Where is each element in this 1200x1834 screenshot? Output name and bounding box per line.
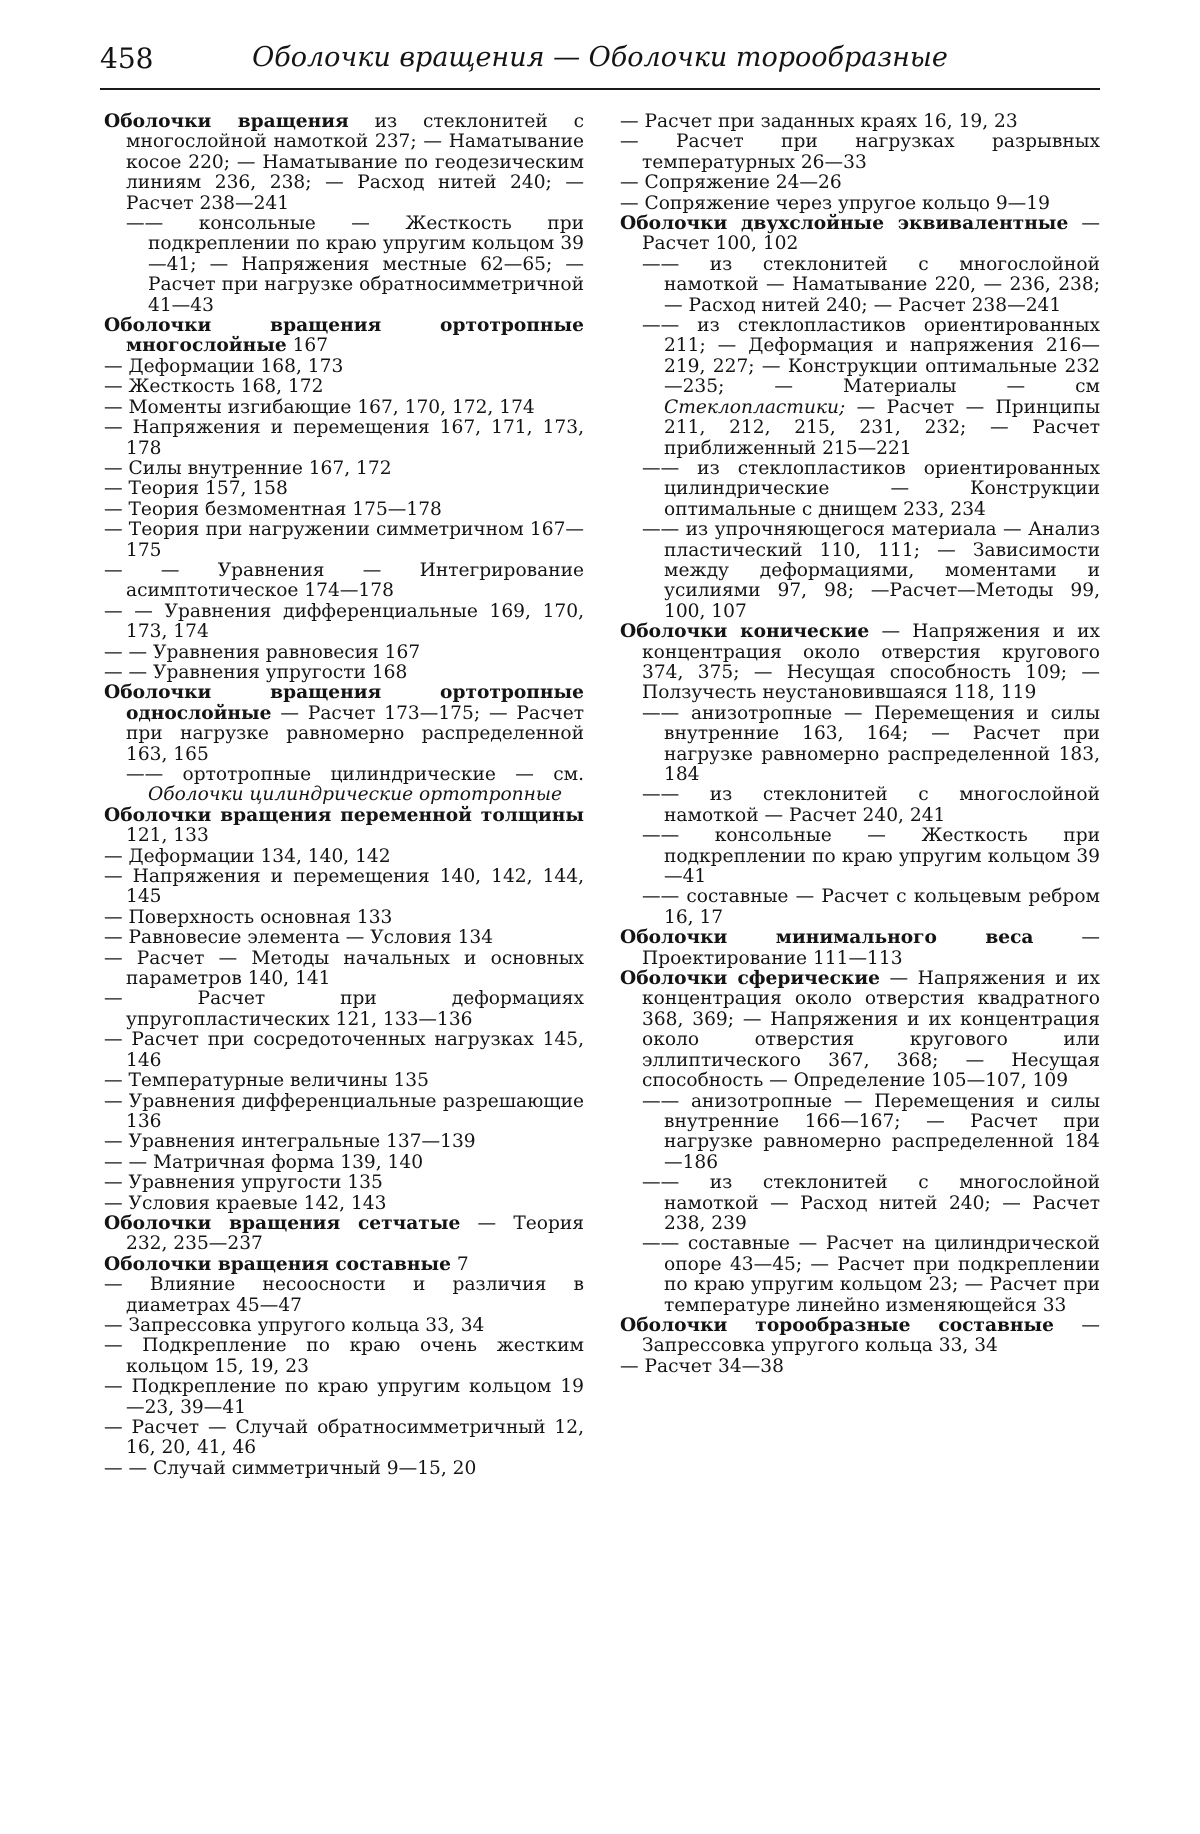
index-entry-heading: Оболочки вращения переменной толщины xyxy=(104,804,584,826)
index-entry-text: — Расчет при сосредоточенных нагрузках 145, 146 xyxy=(104,1029,584,1071)
index-entry-text: — Влияние несоосности и различия в диаметрах 45—47 xyxy=(104,1274,584,1316)
index-entry-text: — Напряжения и перемещения 167, 171, 173, 178 xyxy=(104,417,584,459)
index-entry-text: — Уравнения дифференциальные разрешающие 136 xyxy=(104,1090,584,1132)
index-entry-text: — Деформации 168, 173 xyxy=(104,355,344,377)
index-entry xyxy=(620,928,1100,969)
index-entry-crossref: Оболочки цилиндрические ортотропные xyxy=(148,784,563,806)
index-entry-text: — Расчет 100, 102 xyxy=(642,213,1100,255)
index-entry-text: —— из упрочняющегося материала — Анализ пластический 110, 111; — Зависимости между деформациями, моментами и усилиями 97, 98; —Расчет—Методы 99, 100, 107 xyxy=(642,519,1100,622)
index-entry xyxy=(104,683,584,765)
index-entry-heading: Оболочки вращения составные xyxy=(104,1253,451,1275)
index-entry xyxy=(620,173,1100,193)
index-entry xyxy=(104,1153,584,1173)
index-entry-text: —— составные — Расчет на цилиндрической опоре 43—45; — Расчет при подкреплении по краю упругим кольцом 23; — Расчет при температуре линейно изменяющейся 33 xyxy=(642,1233,1100,1316)
index-entry xyxy=(104,561,584,602)
index-entry xyxy=(620,1316,1100,1357)
index-entry-text: — Проектирование 111—113 xyxy=(642,927,1100,969)
index-entry xyxy=(104,1132,584,1152)
index-entry-text: — Силы внутренние 167, 172 xyxy=(104,457,392,479)
index-entry-text: — Уравнения упругости 135 xyxy=(104,1172,383,1194)
index-entry xyxy=(620,826,1100,887)
index-entry-text: — Подкрепление по краю упругим кольцом 19—23, 39—41 xyxy=(104,1376,584,1418)
index-entry-text: — Уравнения интегральные 137—139 xyxy=(104,1131,476,1153)
index-entry xyxy=(104,377,584,397)
index-entry-text: — Условия краевые 142, 143 xyxy=(104,1192,387,1214)
index-entry-text: — Теория 232, 235—237 xyxy=(126,1212,584,1255)
index-entry-text: — Деформации 134, 140, 142 xyxy=(104,845,391,867)
index-entry xyxy=(104,1214,584,1255)
index-entry xyxy=(104,1418,584,1459)
index-entry xyxy=(104,500,584,520)
index-entry xyxy=(104,806,584,847)
index-entry-text-tail: — Расчет — Принципы 211, 212, 215, 231, 232; — Расчет приближенный 215—221 xyxy=(664,396,1100,459)
index-entry xyxy=(620,316,1100,459)
index-entry xyxy=(104,1316,584,1336)
index-entry-heading: Оболочки конические xyxy=(620,621,870,643)
running-head: Оболочки вращения — Оболочки торообразные xyxy=(252,42,948,73)
index-entry-text: —— из стеклонитей с многослойной намоткой — Расчет 240, 241 xyxy=(642,784,1100,826)
index-entry xyxy=(620,112,1100,132)
index-entry-text: —— составные — Расчет с кольцевым ребром 16, 17 xyxy=(642,886,1100,928)
index-entry-text: —— анизотропные — Перемещения и силы внутренние 166—167; — Расчет при нагрузке равномерно распределенной 184—186 xyxy=(642,1090,1100,1173)
index-entry xyxy=(104,1173,584,1193)
index-entry-text: —— из стеклопластиков ориентированных 211; — Деформация и напряжения 216—219, 227; — Конструкции оптимальные 232—235; — Материалы — см xyxy=(642,315,1100,398)
index-entry-text: — Расчет — Случай обратносимметричный 12, 16, 20, 41, 46 xyxy=(104,1417,584,1459)
index-entry xyxy=(104,765,584,806)
index-entry-text: — Моменты изгибающие 167, 170, 172, 174 xyxy=(104,396,535,418)
index-entry-text: — Расчет при нагрузках разрывных температурных 26—33 xyxy=(620,131,1100,173)
index-entry xyxy=(104,928,584,948)
index-entry-text: —— из стеклопластиков ориентированных цилиндрические — Конструкции оптимальные с днищем 233, 234 xyxy=(642,457,1100,520)
index-entry xyxy=(104,357,584,377)
index-entry-text: — Напряжения и перемещения 140, 142, 144, 145 xyxy=(104,866,584,908)
index-entry xyxy=(104,949,584,990)
index-entry xyxy=(620,214,1100,255)
index-entry-text: — Подкрепление по краю очень жестким кольцом 15, 19, 23 xyxy=(104,1335,584,1377)
index-entry xyxy=(104,316,584,357)
index-entry xyxy=(104,989,584,1030)
index-entry xyxy=(620,1234,1100,1316)
index-entry-text: —— из стеклонитей с многослойной намоткой — Наматывание 220, — 236, 238; — Расход нитей 240; — Расчет 238—241 xyxy=(642,253,1100,316)
page-number: 458 xyxy=(100,42,154,75)
index-entry-text: — Теория при нагружении симметричном 167—175 xyxy=(104,519,584,561)
index-entry-text: — Поверхность основная 133 xyxy=(104,906,393,928)
index-entry-text: —— из стеклонитей с многослойной намоткой — Расход нитей 240; — Расчет 238, 239 xyxy=(642,1172,1100,1234)
index-entry xyxy=(620,255,1100,316)
index-entry xyxy=(104,1336,584,1377)
index-entry xyxy=(620,520,1100,622)
index-entry-heading: Оболочки минимального веса xyxy=(620,927,1034,949)
index-entry xyxy=(620,194,1100,214)
index-entry-text: — — Уравнения упругости 168 xyxy=(104,661,408,683)
index-entry xyxy=(620,1357,1100,1377)
index-entry xyxy=(104,1275,584,1316)
index-entry xyxy=(104,908,584,928)
index-entry-text: — Теория безмоментная 175—178 xyxy=(104,498,442,520)
index-entry-text: — Расчет 34—38 xyxy=(620,1355,784,1377)
index-entry xyxy=(104,1030,584,1071)
index-entry-heading: Оболочки сферические xyxy=(620,968,880,990)
index-entry xyxy=(104,1255,584,1275)
index-entry xyxy=(104,1071,584,1091)
index-entry-text: — Запрессовка упругого кольца 33, 34 xyxy=(104,1314,485,1336)
index-entry-text: — — Уравнения дифференциальные 169, 170, 173, 174 xyxy=(104,600,584,643)
index-entry-heading: Оболочки вращения ортотропные однослойные xyxy=(104,682,584,724)
index-entry xyxy=(104,602,584,643)
index-entry-text: — Напряжения и их концентрация около отверстия квадратного 368, 369; — Напряжения и их концентрация около отверстия кругового или эллиптического 367, 368; — Несущая способность — Определение 105—107, 109 xyxy=(642,968,1100,1092)
index-entry xyxy=(620,969,1100,1091)
index-entry-text: 167 xyxy=(286,335,329,357)
index-entry-heading: Оболочки торообразные составные xyxy=(620,1314,1054,1336)
index-entry xyxy=(104,214,584,316)
index-entry-text: — Расчет при деформациях упругопластических 121, 133—136 xyxy=(104,988,584,1030)
index-entry-text: — — Матричная форма 139, 140 xyxy=(104,1151,424,1173)
index-entry-heading: Оболочки двухслойные эквивалентные xyxy=(620,213,1069,235)
index-entry-text: — Напряжения и их концентрация около отверстия кругового 374, 375; — Несущая способность 109; — Ползучесть неустановившаяся 118, 119 xyxy=(642,621,1100,704)
index-entry-text: — Расчет при заданных краях 16, 19, 23 xyxy=(620,111,1018,132)
index-entry xyxy=(104,847,584,867)
index-entry xyxy=(620,1173,1100,1234)
index-entry xyxy=(104,520,584,561)
index-entry xyxy=(104,418,584,459)
index-entry-text: из стеклонитей с многослойной намоткой 237; — Наматывание косое 220; — Наматывание по геодезическим линиям 236, 238; — Расход нитей 240; — Расчет 238—241 xyxy=(126,111,584,214)
index-entry-text: 121, 133 xyxy=(126,825,209,847)
index-entry-text: — Теория 157, 158 xyxy=(104,478,288,500)
index-entry xyxy=(620,132,1100,173)
index-entry xyxy=(620,887,1100,928)
index-entry-text: — — Уравнения — Интегрирование асимптотическое 174—178 xyxy=(104,559,584,602)
index-entry-text: 7 xyxy=(450,1253,469,1275)
index-entry-text: — Запрессовка упругого кольца 33, 34 xyxy=(642,1314,1100,1357)
index-entry xyxy=(620,622,1100,704)
index-entry-heading: Оболочки вращения ортотропные многослойные xyxy=(104,315,584,357)
index-entry-text: —— анизотропные — Перемещения и силы внутренние 163, 164; — Расчет при нагрузке равномерно распределенной 183, 184 xyxy=(642,702,1100,785)
index-entry-text: — Расчет — Методы начальных и основных параметров 140, 141 xyxy=(104,947,584,990)
index-entry-text: — Температурные величины 135 xyxy=(104,1070,429,1092)
index-entry xyxy=(620,459,1100,520)
index-entry xyxy=(104,479,584,499)
index-entry-text: —— консольные — Жесткость при подкреплении по краю упругим кольцом 39—41 xyxy=(642,825,1100,888)
index-entry-text: — Равновесие элемента — Условия 134 xyxy=(104,927,494,949)
index-entry xyxy=(104,398,584,418)
index-entry-text: — Жесткость 168, 172 xyxy=(104,376,324,398)
index-entry-text: — Сопряжение 24—26 xyxy=(620,172,842,194)
index-entry xyxy=(104,112,584,214)
index-entry xyxy=(620,785,1100,826)
index-entry-text: —— ортотропные цилиндрические — см. xyxy=(126,764,584,785)
index-column-left xyxy=(104,112,584,1479)
index-entry xyxy=(104,1377,584,1418)
index-entry-crossref: Стеклопластики; xyxy=(664,396,846,418)
index-entry xyxy=(104,1092,584,1133)
index-entry xyxy=(104,643,584,663)
index-entry-text: — — Случай симметричный 9—15, 20 xyxy=(104,1457,477,1479)
index-entry-text: — Расчет 173—175; — Расчет при нагрузке равномерно распределенной 163, 165 xyxy=(126,702,584,765)
index-entry-text: — Сопряжение через упругое кольцо 9—19 xyxy=(620,192,1050,214)
index-entry xyxy=(104,459,584,479)
index-entry-text: — — Уравнения равновесия 167 xyxy=(104,641,421,663)
index-entry xyxy=(104,1194,584,1214)
index-entry xyxy=(620,704,1100,786)
index-entry xyxy=(104,1459,584,1479)
index-entry xyxy=(620,1092,1100,1174)
index-entry xyxy=(104,867,584,908)
index-entry-heading: Оболочки вращения сетчатые xyxy=(104,1212,461,1234)
index-entry xyxy=(104,663,584,683)
index-entry-text: —— консольные — Жесткость при подкреплении по краю упругим кольцом 39—41; — Напряжения местные 62—65; — Расчет при нагрузке обратносимметричной 41—43 xyxy=(126,213,584,316)
index-column-right xyxy=(620,112,1100,1377)
index-entry-heading: Оболочки вращения xyxy=(104,111,349,132)
page-header xyxy=(100,28,1100,90)
